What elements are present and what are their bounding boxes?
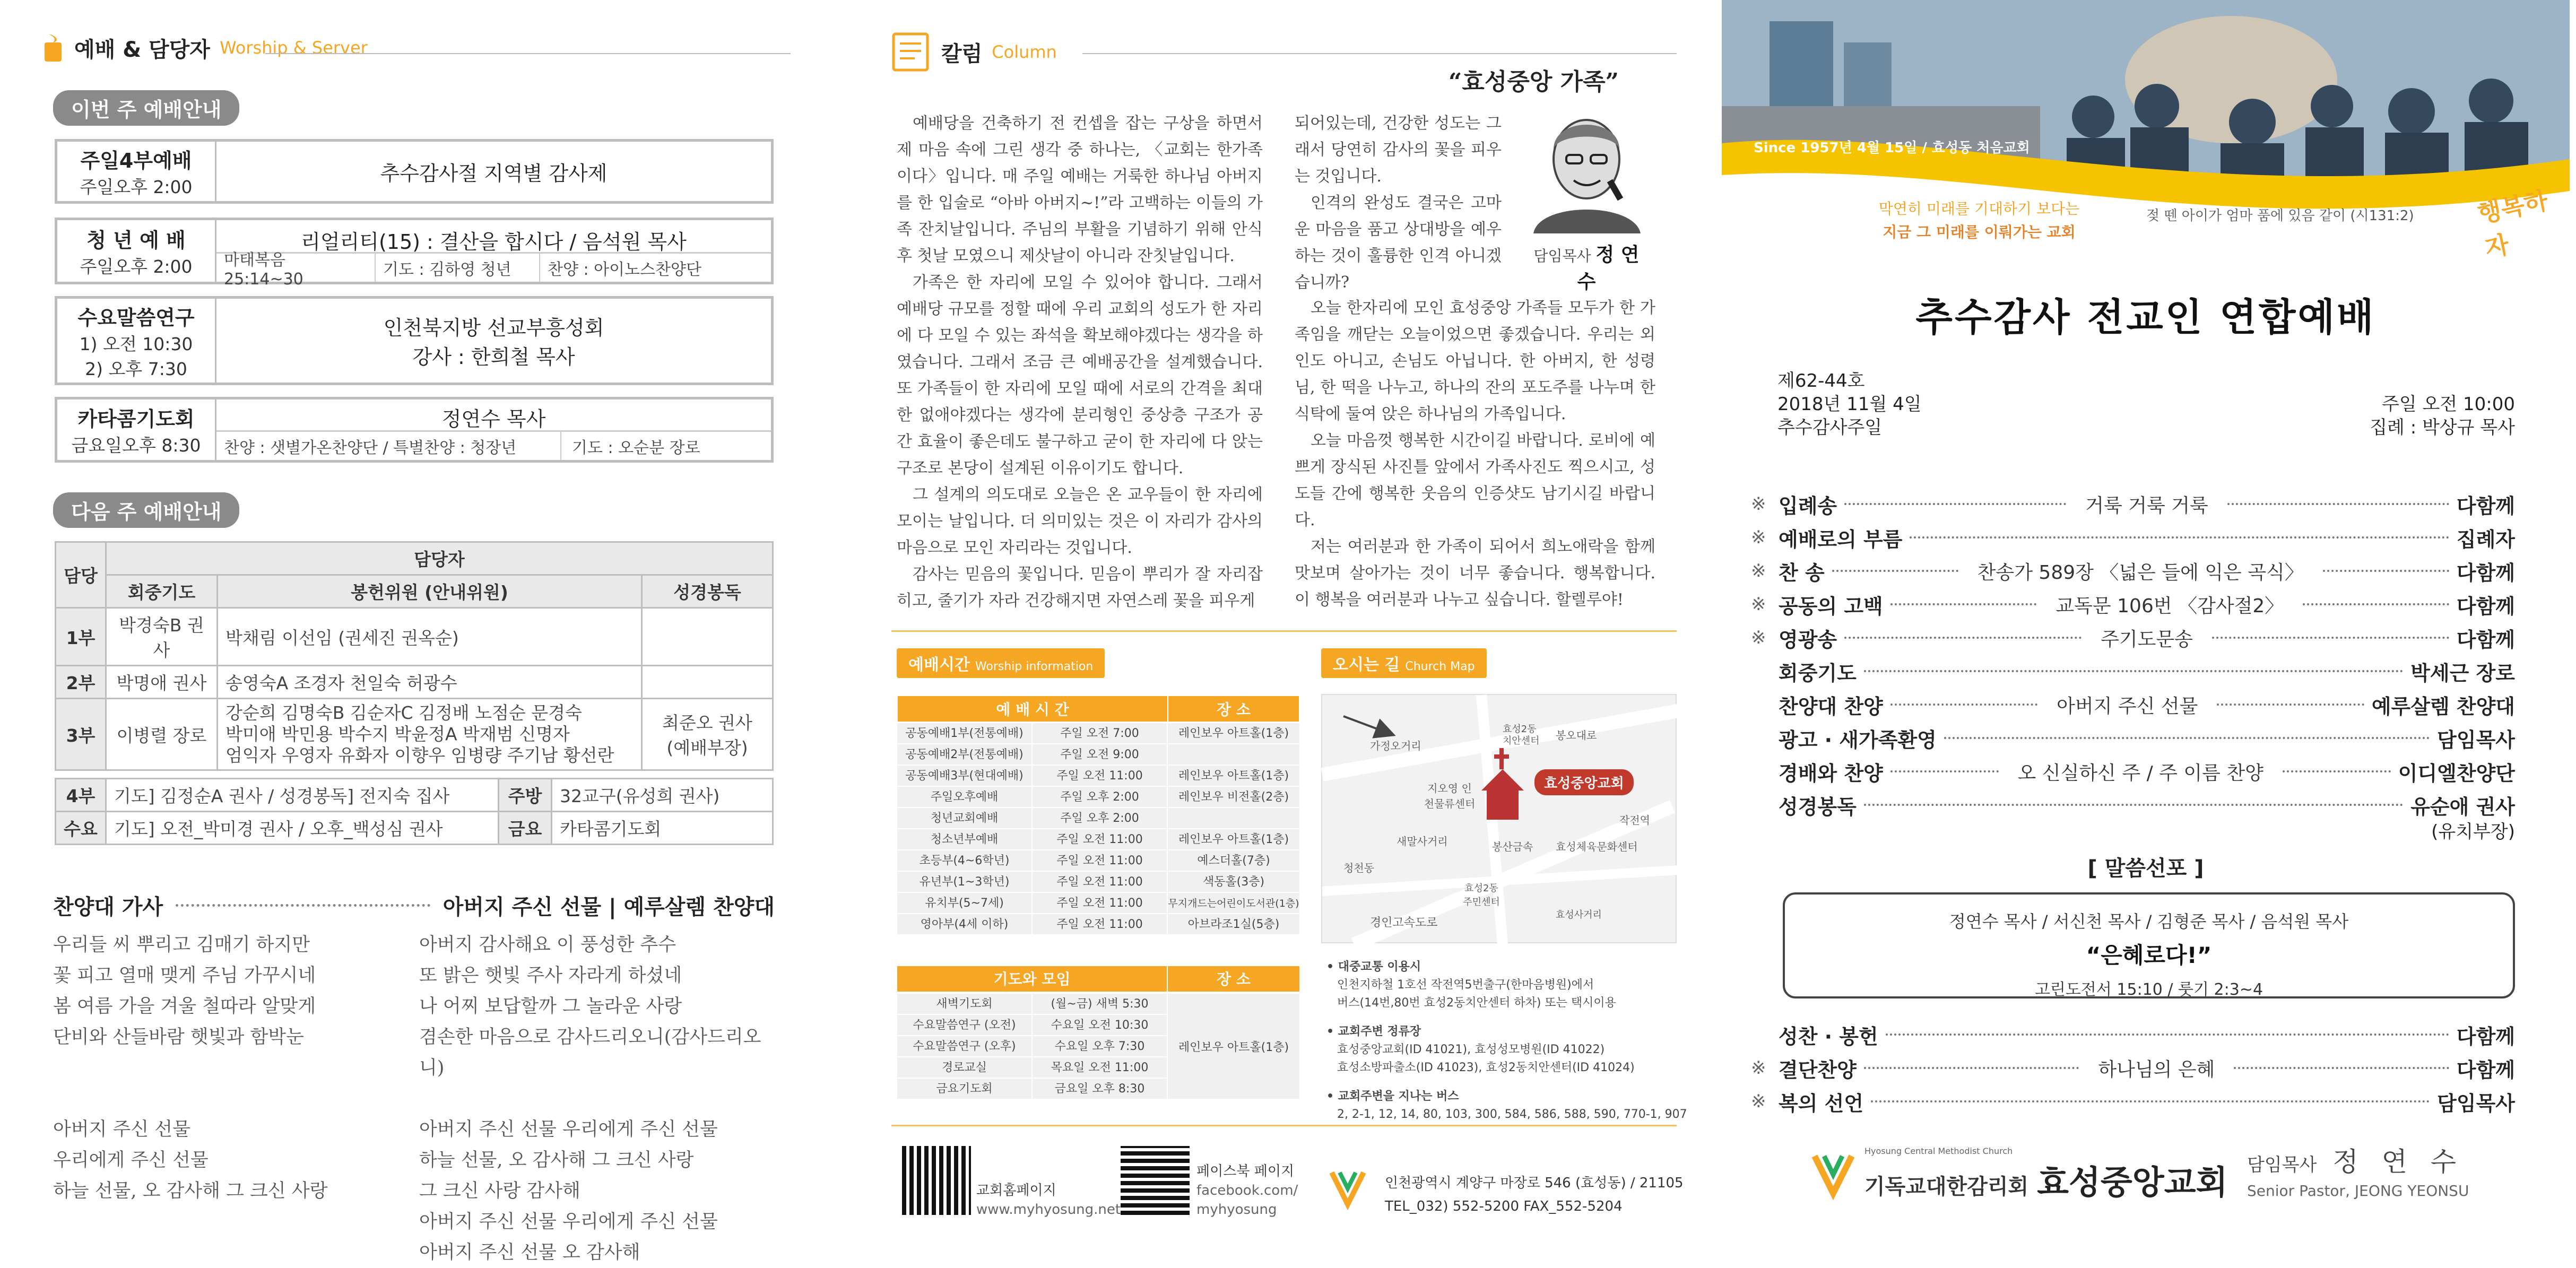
worship-icon (41, 32, 65, 64)
prayer-header: 장 소 (1167, 966, 1300, 992)
youth-service-box (55, 218, 774, 289)
order-item (1751, 556, 2515, 586)
sunday-name: 추수감사주일 (1777, 417, 1883, 438)
lyric-line: 나 어찌 보답할까 그 놀라운 사랑 (419, 996, 682, 1017)
issue-number: 제62-44호 (1777, 370, 1865, 392)
standing-mark: ※ (1751, 560, 1766, 581)
church-address (1385, 1171, 1684, 1218)
order-item-detail: 하나님의 은혜 (2086, 1055, 2226, 1082)
column-paragraph: 감사는 믿음의 꽃입니다. 믿음이 뿌리가 잘 자리잡히고, 줄기가 자라 건강해지면 자연스레 꽃을 피우게 (897, 565, 1263, 610)
order-item-leader: 박세근 장로 (2410, 661, 2515, 685)
lyric-line: 그 크신 사랑 감사해 (419, 1180, 580, 1202)
lyric-line: 우리에게 주신 선물 (53, 1150, 209, 1171)
sunday-service-time: 주일오후 2:00 (80, 177, 193, 197)
sunday-service-box (55, 139, 774, 204)
youth-praise: 찬양 : 아이노스찬양단 (548, 260, 701, 279)
map-label-en: Church Map (1405, 660, 1475, 673)
roster-offer-line: 엄익자 우영자 유화자 이향우 임병량 주기남 황선란 (225, 745, 614, 766)
dotted-leader (1844, 637, 2081, 639)
column-paragraph: 저는 여러분과 한 가족이 되어서 희노애락을 함께 맛보며 살아가는 것이 너무 좋습니다. 행복합니다. 이 행복을 여러분과 나누고 싶습니다. 할렐루야! (1295, 537, 1655, 609)
times-table (897, 695, 1300, 723)
dotted-leader (2212, 637, 2449, 639)
table-row: 청소년부예배 주일 오전 11:00 레인보우 아트홀(1층) (897, 829, 1300, 850)
roster-table-bottom (55, 778, 774, 845)
standing-mark: ※ (1751, 1091, 1766, 1112)
map-place: 새말사거리 (1397, 835, 1448, 848)
roster-read (642, 608, 773, 666)
dotted-leader (2323, 570, 2449, 572)
map-place: 효성사거리 (1556, 909, 1602, 920)
denomination: 기독교대한감리회 (1864, 1175, 2029, 1199)
order-item-leader: 다함께 (2456, 561, 2515, 585)
sermon-box (1783, 892, 2515, 998)
order-item-detail: 오 신실하신 주 / 주 이름 찬양 (2006, 758, 2275, 785)
facebook-info (1196, 1162, 1298, 1219)
order-item-leader: 다함께 (2456, 494, 2516, 518)
column-headline: “효성중앙 가족” (1449, 68, 1619, 95)
lyric-line: 우리들 씨 뿌리고 김매기 하지만 (53, 934, 310, 956)
table-row: 주일오후예배 주일 오후 2:00 레인보우 비전홀(2층) (897, 786, 1300, 807)
church-name-en: Hyosung Central Methodist Church (1864, 1146, 2013, 1156)
table-row: 청년교회예배 주일 오후 2:00 (897, 807, 1300, 829)
homepage-qr-code[interactable] (902, 1146, 971, 1215)
roster-key: 수요 (56, 812, 106, 845)
table-row: 수요말씀연구 (오전) 수요일 오전 10:30 (897, 1014, 1167, 1036)
lyric-line: 아버지 감사해요 이 풍성한 추수 (419, 934, 676, 956)
times-tag (897, 648, 1105, 678)
order-item-name: 예배로의 부름 (1779, 527, 1903, 551)
roster-header-damja: 담당자 (106, 542, 773, 575)
table-row (56, 666, 773, 699)
order-item-leader: 다함께 (2456, 1024, 2515, 1048)
column-paragraph: 오늘 한자리에 모인 효성중앙 가족들 모두가 한 가족임을 깨닫는 오늘이었으면 좋겠습니다. 우리는 외인도 아니고, 손님도 아닙니다. 한 아버지, 한 성령님, 한 떡을 나누고, 하나의 잔의 포도주를 나누며 한 식탁에 둘여 앉은 하나님의 가족입니다. (1295, 299, 1655, 423)
wednesday-time-2: 2) 오후 7:30 (85, 358, 187, 379)
lyric-line: 아버지 주신 선물 우리에게 주신 선물 (419, 1211, 718, 1232)
column-paragraph: 되어있는데, 건강한 성도는 그래서 당연히 감사의 꽃을 피우는 것입니다. (1295, 114, 1502, 186)
column-title: 칼럼 (941, 41, 983, 66)
address-text: 인천광역시 계양구 마장로 546 (효성동) / 21105 (1385, 1175, 1684, 1191)
times-label: 예배시간 (908, 656, 970, 674)
sunday-service-desc: 추수감사절 지역별 감사제 (380, 161, 608, 185)
preachers: 정연수 목사 / 서신천 목사 / 김형준 목사 / 음석원 목사 (1949, 911, 2349, 932)
bulletin-issue-info (1777, 369, 1922, 439)
lyric-line: 봄 여름 가을 겨울 철따라 알맞게 (53, 996, 316, 1017)
service-time-info (2282, 393, 2515, 439)
order-item (1751, 656, 2515, 686)
order-item-name: 찬양대 찬양 (1779, 694, 1883, 718)
lyric-line: 아버지 주신 선물 우리에게 주신 선물 (419, 1119, 718, 1140)
prayer-place: 레인보우 아트홀(1층) (1167, 993, 1300, 1099)
verse-text: 젖 뗀 아이가 엄마 품에 있음 같이 (시131:2) (2146, 208, 2414, 224)
divider (1082, 53, 1677, 54)
directions-heading: • 대중교통 이용시 (1326, 960, 1421, 974)
roster-header-read: 성경봉독 (642, 575, 773, 608)
homepage-url[interactable]: www.myhyosung.net (976, 1202, 1121, 1218)
table-row: 영아부(4세 이하) 주일 오전 11:00 아브라조1실(5층) (897, 914, 1300, 935)
dotted-leader (1864, 670, 2403, 672)
sunday-service-name: 주일4부예배 (80, 149, 192, 172)
order-item-leader: 담임목사 (2437, 1091, 2515, 1115)
order-item (1751, 1087, 2515, 1116)
facebook-label: 페이스북 페이지 (1196, 1163, 1295, 1179)
column-section-header (891, 32, 1057, 72)
directions-text: 효성소방파출소(ID 41023), 효성2동치안센터(ID 41024) (1337, 1061, 1635, 1074)
times-header: 장 소 (1168, 696, 1299, 722)
column-right-text-b (1295, 295, 1655, 613)
table-row (56, 812, 773, 845)
table-row: 유년부(1~3학년) 주일 오전 11:00 색동홀(3층) (897, 871, 1300, 892)
order-item-detail: 찬송가 589장 〈넓은 들에 익은 곡식〉 (1966, 558, 2315, 585)
church-name: 효성중앙교회 (2037, 1163, 2228, 1202)
table-row: 수요말씀연구 (오후) 수요일 오후 7:30 (897, 1036, 1167, 1057)
lyric-line: 겸손한 마음으로 감사드리오니(감사드리오니) (419, 1027, 761, 1079)
divider (265, 53, 791, 54)
map-tag (1321, 648, 1487, 678)
table-row: 초등부(4~6학년) 주일 오전 11:00 예스더홀(7층) (897, 850, 1300, 871)
map-place: 작전역 (1619, 814, 1650, 827)
order-item-leader: 이디엘찬양단 (2398, 761, 2516, 785)
map-place: 경인고속도로 (1370, 916, 1438, 930)
dotted-leader (2234, 1067, 2449, 1069)
directions-text: 인천지하철 1호선 작전역5번출구(한마음병원)에서 (1337, 978, 1594, 992)
map-place: 봉오대로 (1556, 729, 1597, 742)
table-row (56, 779, 773, 812)
roster-value: 32교구(유성희 권사) (552, 779, 773, 812)
facebook-qr-code[interactable] (1121, 1146, 1190, 1215)
order-item-name: 성찬 · 봉헌 (1779, 1024, 1878, 1048)
lyrics-right (419, 930, 780, 1268)
roster-value: 카타콤기도회 (552, 812, 773, 845)
order-item (1751, 1020, 2515, 1049)
map-place: 가정오거리 (1370, 740, 1421, 752)
church-logo (1809, 1146, 2227, 1203)
wednesday-time-1: 1) 오전 10:30 (79, 333, 193, 354)
directions-heading: • 교회주변 정류장 (1326, 1025, 1421, 1038)
lyric-line: 하늘 선물, 오 감사해 그 크신 사랑 (419, 1150, 694, 1171)
lyric-line: 아버지 주신 선물 (53, 1119, 190, 1140)
dotted-leader (1944, 737, 2430, 739)
worship-title-en: Worship & Server (219, 38, 368, 58)
order-item-name: 회중기도 (1779, 661, 1857, 685)
map-place: 봉산금속 (1492, 840, 1533, 853)
roster-read-note: (예배부장) (666, 737, 748, 758)
map-label: 오시는 길 (1333, 656, 1400, 674)
roster-offer-line: 박미애 박민용 박수지 박윤정A 박재범 신명자 (225, 724, 570, 744)
roster-read (642, 666, 773, 699)
roster-table (55, 541, 774, 771)
standing-mark: ※ (1751, 1057, 1766, 1079)
service-time: 주일 오전 10:00 (2382, 394, 2515, 415)
times-label-en: Worship information (975, 660, 1094, 673)
wednesday-service-name: 수요말씀연구 (77, 306, 195, 329)
sermon-title: “은혜로다!” (2086, 942, 2212, 968)
column-title-en: Column (992, 42, 1057, 62)
order-item-name: 경배와 찬양 (1779, 761, 1883, 785)
roster-greet: 박명애 권사 (106, 666, 218, 699)
map-church-label: 효성중앙교회 (1534, 769, 1634, 795)
roster-offer: 박채림 이선임 (권세진 권옥순) (218, 608, 642, 666)
homepage-label: 교회홈페이지 (976, 1183, 1056, 1198)
reader-note: (유치부장) (2431, 821, 2515, 843)
times-rows (897, 723, 1300, 935)
roster-greet: 이병렬 장로 (106, 699, 218, 770)
youth-prayer: 기도 : 김하영 청년 (376, 254, 540, 282)
table-row: 유치부(5~7세) 주일 오전 11:00 무지개드는어린이도서관(1층) (897, 892, 1300, 914)
author-label: 담임목사 (1533, 247, 1591, 265)
table-row: 공동예배1부(전통예배) 주일 오전 7:00 레인보우 아트홀(1층) (897, 723, 1300, 744)
divider (891, 630, 1677, 632)
order-item (1751, 589, 2515, 619)
order-item (1751, 489, 2515, 519)
dotted-leader (2227, 503, 2449, 505)
table-row (56, 699, 773, 770)
directions-heading: • 교회주변을 지나는 버스 (1326, 1090, 1459, 1103)
slogan-line: 지금 그 미래를 이뤄가는 교회 (1883, 223, 2076, 241)
author-name: 정 연 수 (1577, 244, 1640, 293)
roster-value: 기도] 오전_박미경 권사 / 오후_백성심 권사 (106, 812, 499, 845)
order-item-name: 광고 · 새가족환영 (1779, 728, 1937, 752)
dotted-leader (2283, 770, 2391, 772)
prayer-table (897, 993, 1300, 1099)
column-paragraph: 인격의 완성도 결국은 고마운 마음을 품고 상대방을 예우하는 것이 훌륭한 인격 아니겠습니까? (1295, 194, 1502, 292)
order-item (1751, 690, 2515, 719)
pastor-portrait (1523, 106, 1650, 293)
order-item (1751, 1053, 2515, 1083)
bulletin-date: 2018년 11월 4일 (1777, 394, 1922, 415)
church-logo-icon (1809, 1151, 1857, 1198)
roster-key: 4부 (56, 779, 106, 812)
order-item-leader: 다함께 (2456, 1058, 2516, 1082)
roster-read: 최준오 권사 (662, 713, 752, 733)
roster-key: 3부 (56, 699, 106, 770)
roster-value: 기도] 김정순A 권사 / 성경봉독] 전지숙 집사 (106, 779, 499, 812)
lyric-line: 하늘 선물, 오 감사해 그 크신 사랑 (53, 1180, 328, 1202)
times-header: 예 배 시 간 (897, 696, 1168, 722)
standing-mark: ※ (1751, 527, 1766, 548)
map-place: 효성2동 치안센터 (1503, 724, 1540, 746)
facebook-url[interactable]: myhyosung (1196, 1202, 1277, 1218)
order-item-leader: 다함께 (2456, 628, 2516, 652)
lyric-line: 꽃 피고 열매 맺게 주님 가꾸시네 (53, 965, 316, 986)
catacomb-service-time: 금요일오후 8:30 (71, 435, 201, 456)
youth-sermon-title: 리얼리티(15) : 결산을 합시다 / 음석원 목사 (301, 230, 687, 254)
table-row: 공동예배3부(현대예배) 주일 오전 11:00 레인보우 아트홀(1층) (897, 765, 1300, 786)
dotted-leader (1886, 1033, 2449, 1036)
slogan-line: 막연히 미래를 기대하기 보다는 (1878, 200, 2080, 218)
lyric-line: 단비와 산들바람 햇빛과 함박눈 (53, 1027, 304, 1048)
order-item-detail: 교독문 106번 〈감사절2〉 (2044, 591, 2295, 618)
choir-header (53, 890, 775, 920)
roster-key: 1부 (56, 608, 106, 666)
facebook-url[interactable]: facebook.com/ (1196, 1183, 1298, 1198)
column-paragraph: 그 설계의 의도대로 오늘은 온 교우들이 한 자리에 모이는 날입니다. 더 의미있는 것은 이 자리가 감사의 마음으로 모인 자리라는 것입니다. (897, 485, 1263, 557)
order-item-name: 결단찬양 (1779, 1058, 1857, 1082)
pastor-name: 정 연 수 (2332, 1147, 2464, 1177)
catacomb-service-name: 카타콤기도회 (77, 407, 195, 431)
order-item-name: 찬 송 (1779, 561, 1825, 585)
roster-key: 금요 (499, 812, 552, 845)
wednesday-line-2: 강사 : 한희철 목사 (412, 345, 575, 369)
dotted-leader (1844, 503, 2066, 505)
senior-pastor-info (2247, 1141, 2469, 1200)
column-paragraph: 가족은 한 자리에 모일 수 있어야 합니다. 그래서 예배당 규모를 정할 때에 우리 교회의 성도가 한 자리에 다 모일 수 있는 좌석을 확보해야겠다는 생각을 하였습니다. 그래서 조금 큰 예배공간을 설계했습니다. 또 가족들이 한 자리에 모일 때에 서로의 간격을 최대한 없애야겠다는 생각에 분리형인 중상층 구조가 공간 효율이 좋은데도 불구하고 굳이 한 자리에 다 앉는 구조로 본당이 설계된 이유이기도 합니다. (897, 273, 1263, 477)
cover-title: 추수감사 전교인 연합예배 (1915, 295, 2376, 340)
dotted-leader (1864, 804, 2403, 806)
column-paragraph: 오늘 마음껏 행복한 시간이길 바랍니다. 로비에 예쁘게 장식된 사진틀 앞에서 가족사진도 찍으시고, 성도들 간에 행복한 웃음의 인증샷도 남기시길 바랍니다. (1295, 431, 1655, 529)
table-row (56, 608, 773, 666)
map-place: 효성체육문화센터 (1556, 840, 1638, 853)
order-item (1751, 723, 2515, 753)
phone-text: TEL_032) 552-5200 FAX_552-5204 (1385, 1198, 1623, 1214)
cover-slogan (1841, 197, 2117, 244)
map-place: 효성2동 주민센터 (1463, 883, 1500, 908)
homepage-info (976, 1181, 1121, 1219)
order-item-detail: 주기도문송 (2089, 624, 2205, 652)
table-row: 새벽기도회 (월~금) 새벽 5:30 (897, 993, 1167, 1014)
roster-offer: 송영숙A 조경자 천일숙 허광수 (218, 666, 642, 699)
order-item-detail: 아버지 주신 선물 (2045, 691, 2209, 718)
map-place: 지오영 인천물류센터 (1424, 782, 1476, 810)
order-item-leader: 담임목사 (2437, 728, 2515, 752)
order-item (1751, 757, 2515, 786)
prayer-table-header (897, 966, 1300, 992)
roster-offer-line: 강순희 김명숙B 김순자C 김정배 노점순 문경숙 (225, 702, 582, 723)
youth-service-time: 주일오후 2:00 (80, 256, 193, 277)
wednesday-service-box (55, 296, 774, 385)
pastor-name-en: Senior Pastor, JEONG YEONSU (2247, 1182, 2469, 1200)
catacomb-service-box (55, 397, 774, 463)
dotted-leader (176, 904, 430, 907)
table-row: 공동예배2부(전통예배) 주일 오전 9:00 (897, 744, 1300, 765)
map-place: 청천동 (1343, 862, 1374, 874)
sermon-scripture: 고린도전서 15:10 / 룻기 2:3~4 (2034, 980, 2263, 999)
order-item-name: 입례송 (1779, 494, 1837, 518)
map-directions (1326, 958, 1687, 1124)
since-text: Since 1957년 4월 15일 / 효성동 처음교회 (1754, 140, 2030, 156)
prayer-header: 기도와 모임 (897, 966, 1167, 992)
roster-header-offer: 봉헌위원 (안내위원) (218, 575, 642, 608)
order-item-name: 복의 선언 (1779, 1091, 1864, 1115)
order-item (1751, 523, 2515, 552)
directions-text: 2, 2-1, 12, 14, 80, 103, 300, 584, 586, 588, 590, 770-1, 907 (1337, 1108, 1687, 1121)
choir-label: 찬양대 가사 (53, 895, 163, 919)
table-row: 금요기도회 금요일 오후 8:30 (897, 1078, 1167, 1099)
wednesday-line-1: 인천북지방 선교부흥성회 (383, 316, 604, 340)
church-logo-small (1326, 1167, 1369, 1210)
dotted-leader (1910, 536, 2449, 539)
worship-title: 예배 & 담당자 (74, 37, 210, 62)
order-item-leader: 예루살렘 찬양대 (2371, 694, 2516, 718)
table-row: 경로교실 목요일 오전 11:00 (897, 1057, 1167, 1078)
dotted-leader (1890, 770, 1999, 772)
order-item-name: 성경봉독 (1779, 795, 1857, 819)
youth-service-name: 청 년 예 배 (86, 229, 186, 252)
column-left-text (897, 110, 1263, 614)
lyrics-left (53, 930, 403, 1206)
sermon-label: [ 말씀선포 ] (2087, 856, 2204, 881)
order-item-detail: 거룩 거룩 거룩 (2074, 491, 2220, 518)
roster-key: 주방 (499, 779, 552, 812)
this-week-label: 이번 주 예배안내 (53, 90, 239, 126)
order-item (1751, 790, 2515, 820)
roster-key: 2부 (56, 666, 106, 699)
divider (891, 1125, 1677, 1126)
pastor-portrait-image (1523, 106, 1650, 233)
dotted-leader (1871, 1100, 2430, 1102)
dotted-leader (1864, 1067, 2079, 1069)
lyric-line: 아버지 주신 선물 오 감사해 (419, 1242, 640, 1263)
youth-scripture: 마태복음 25:14~30 (216, 254, 376, 282)
column-right-text-a (1295, 110, 1502, 296)
order-item-leader: 유순애 권사 (2410, 795, 2515, 819)
standing-mark: ※ (1751, 627, 1766, 648)
order-item (1751, 623, 2515, 653)
choir-song-title: 아버지 주신 선물 | 예루살렘 찬양대 (443, 895, 775, 919)
dotted-leader (2303, 603, 2449, 605)
order-item-leader: 집례자 (2456, 527, 2515, 551)
next-week-label: 다음 주 예배안내 (53, 492, 239, 528)
dotted-leader (1832, 570, 1958, 572)
standing-mark: ※ (1751, 594, 1766, 615)
order-item-name: 영광송 (1779, 628, 1837, 652)
roster-greet: 박경숙B 권사 (106, 608, 218, 666)
directions-text: 효성중앙교회(ID 41021), 효성성모병원(ID 41022) (1337, 1043, 1605, 1056)
lyric-line: 또 밝은 햇빛 주사 자라게 하셨네 (419, 965, 682, 986)
column-icon (891, 32, 932, 72)
roster-header-dam: 담당 (56, 542, 106, 608)
pastor-label: 담임목사 (2247, 1154, 2317, 1176)
catacomb-praise: 찬양 : 샛별가온찬양단 / 특별찬양 : 청장년 (216, 432, 561, 460)
church-map[interactable] (1321, 694, 1677, 943)
worship-section-header (41, 32, 368, 64)
roster-header-greet: 회중기도 (106, 575, 218, 608)
order-item-name: 공동의 고백 (1779, 594, 1883, 618)
happy-logo: 행복하자 (2475, 185, 2551, 263)
dotted-leader (2217, 704, 2364, 706)
catacomb-prayer: 기도 : 오순분 장로 (572, 438, 700, 457)
catacomb-leader: 정연수 목사 (441, 407, 546, 431)
dotted-leader (1890, 704, 2037, 706)
standing-mark: ※ (1751, 493, 1766, 515)
presider: 집례 : 박상규 목사 (2370, 417, 2515, 438)
directions-text: 버스(14번,80번 효성2동치안센터 하차) 또는 택시이용 (1337, 996, 1616, 1010)
dotted-leader (1890, 603, 2037, 605)
column-paragraph: 예배당을 건축하기 전 컨셉을 잡는 구상을 하면서 제 마음 속에 그린 생각 중 하나는, 〈교회는 한가족이다〉입니다. 매 주일 예배는 거룩한 하나님 아버지를 한 입술로 “아바 아버지~!”라 고백하는 이들의 가족 잔치날입니다. 주님의 부활을 기념하기 위해 안식 후 첫날 모였으니 제삿날이 아니라 잔칫날입니다. (897, 114, 1263, 265)
order-item-leader: 다함께 (2456, 594, 2515, 618)
